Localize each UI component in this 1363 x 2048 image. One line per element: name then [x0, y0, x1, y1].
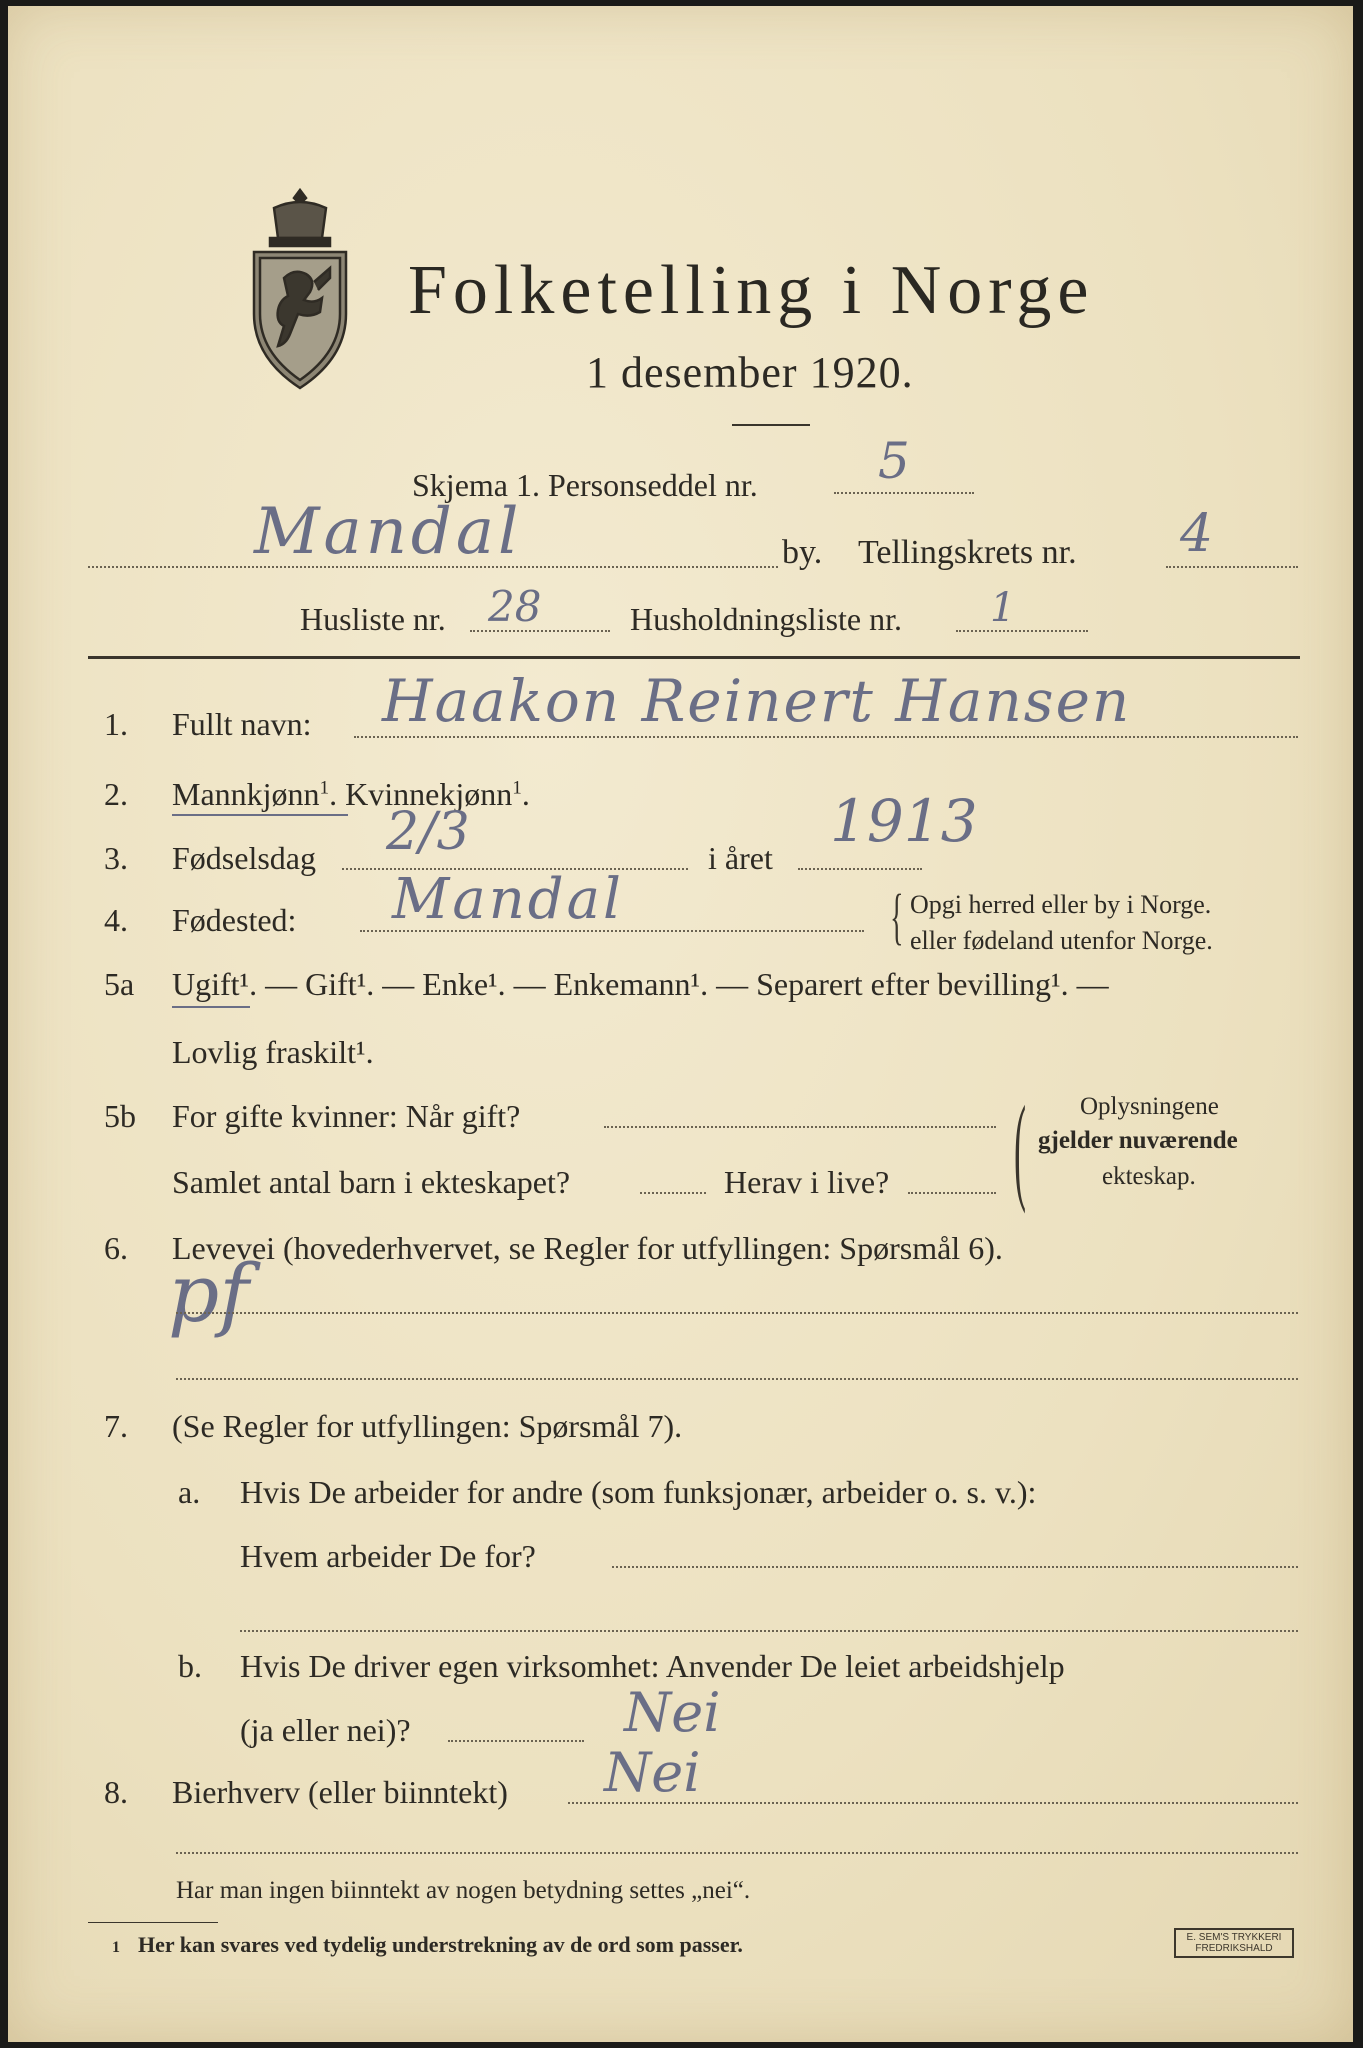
census-date: 1 desember 1920.	[586, 348, 914, 397]
q5a-number: 5a	[104, 966, 135, 1002]
q7-label: (Se Regler for utfyllingen: Spørsmål 7).	[172, 1408, 683, 1444]
q7b-line1: Hvis De driver egen virksomhet: Anvender De leiet arbeidshjelp	[240, 1648, 1065, 1684]
q4-number: 4.	[104, 902, 128, 938]
side-income-value: Nei	[604, 1741, 701, 1804]
q7a-number: a.	[178, 1474, 201, 1510]
header-divider	[88, 656, 1300, 659]
census-form-sheet	[8, 6, 1353, 2042]
female-footnote-mark: 1	[512, 777, 522, 799]
q2-sex-options: Mannkjønn$^1$. Kvinnekjønn$^1$.	[172, 776, 530, 812]
female-option: Kvinnekjønn	[345, 776, 513, 812]
employer-field	[612, 1566, 1298, 1568]
q5b-number: 5b	[104, 1098, 136, 1134]
q3-number: 3.	[104, 840, 128, 876]
q4-note-line2: eller fødeland utenfor Norge.	[910, 926, 1213, 955]
q8-label: Bierhverv (eller biinntekt)	[172, 1774, 508, 1810]
q5b-married-when-label: For gifte kvinner: Når gift?	[172, 1098, 521, 1134]
form-title: Folketelling i Norge	[408, 252, 1095, 329]
birthday-value: 2/3	[386, 802, 470, 862]
birth-year-label: i året	[708, 840, 773, 876]
occupation-value: pf	[168, 1247, 249, 1340]
male-underline	[172, 814, 348, 816]
title-divider	[732, 424, 810, 426]
printer-stamp-line1: E. SEM'S TRYKKERI	[1186, 1932, 1282, 1943]
birth-year-field	[798, 868, 922, 870]
q5b-note-line2: gjelder nuværende	[1038, 1127, 1238, 1154]
printer-stamp	[1174, 1928, 1294, 1958]
footnote	[112, 1934, 743, 1956]
by-label: by.	[782, 534, 823, 571]
male-footnote-mark: 1	[319, 777, 330, 799]
q1-label: Fullt navn:	[172, 706, 312, 742]
place-field	[88, 566, 778, 568]
footnote-mark: 1	[112, 1939, 120, 1956]
q1-number: 1.	[104, 706, 128, 742]
married-when-field	[604, 1126, 996, 1128]
q5b-note-line3: ekteskap.	[1102, 1163, 1196, 1190]
full-name-value: Haakon Reinert Hansen	[382, 667, 1132, 735]
biinntekt-note: Har man ingen biinntekt av nogen betydning settes „nei“.	[176, 1877, 751, 1904]
q4-label: Fødested:	[172, 902, 297, 938]
husholdningsliste-nr-value: 1	[990, 585, 1016, 631]
occupation-field-line1	[176, 1312, 1298, 1314]
norwegian-coat-of-arms-icon	[244, 186, 356, 392]
marital-status-options: Ugift¹. — Gift¹. — Enke¹. — Enkemann¹. — Separert efter bevilling¹. —	[172, 966, 1109, 1002]
printer-stamp-line2: FREDRIKSHALD	[1195, 1943, 1273, 1954]
footnote-divider	[88, 1922, 218, 1923]
tellingskrets-nr-value: 4	[1180, 504, 1214, 564]
male-option: Mannkjønn	[172, 776, 320, 812]
hired-help-value: Nei	[624, 1681, 721, 1744]
q5b-note-brace: (	[1013, 1081, 1026, 1214]
tellingskrets-nr-field	[1166, 566, 1298, 568]
tellingskrets-label: Tellingskrets nr.	[858, 534, 1077, 571]
schema-label: Skjema 1. Personseddel nr.	[412, 467, 758, 503]
q5b-note-line1: Oplysningene	[1080, 1093, 1219, 1120]
q7a-line2: Hvem arbeider De for?	[240, 1538, 536, 1574]
q6-label: Levevei (hovederhvervet, se Regler for utfyllingen: Spørsmål 6).	[172, 1230, 1003, 1266]
side-income-field-line2	[176, 1852, 1298, 1854]
personseddel-nr-field	[834, 492, 974, 494]
q4-note-line1: Opgi herred eller by i Norge.	[910, 890, 1212, 919]
husholdningsliste-label: Husholdningsliste nr.	[630, 601, 903, 637]
q5b-children-label: Samlet antal barn i ekteskapet?	[172, 1164, 571, 1200]
footnote-text: Her kan svares ved tydelig understrekning av de ord som passer.	[138, 1932, 743, 1957]
husliste-nr-value: 28	[488, 582, 542, 631]
full-name-field	[354, 736, 1298, 738]
ugift-underline	[172, 1006, 250, 1008]
personseddel-nr-value: 5	[878, 432, 910, 490]
q7a-line1: Hvis De arbeider for andre (som funksjonær, arbeider o. s. v.):	[240, 1474, 1037, 1510]
place-value: Mandal	[254, 495, 523, 569]
q7b-number: b.	[178, 1648, 202, 1684]
q3-label: Fødselsdag	[172, 840, 316, 876]
children-count-field	[640, 1192, 706, 1194]
birthplace-value: Mandal	[392, 867, 624, 932]
q4-note-brace: {	[890, 883, 904, 951]
husholdningsliste-nr-field	[956, 630, 1088, 632]
q7-number: 7.	[104, 1408, 128, 1444]
q6-number: 6.	[104, 1230, 128, 1266]
husliste-label: Husliste nr.	[300, 601, 446, 637]
q8-number: 8.	[104, 1774, 128, 1810]
q5b-alive-label: Herav i live?	[724, 1164, 890, 1200]
marital-status-options-cont: Lovlig fraskilt¹.	[172, 1034, 374, 1070]
children-alive-field	[908, 1192, 996, 1194]
q7b-line2: (ja eller nei)?	[240, 1712, 411, 1748]
occupation-field-line2	[176, 1378, 1298, 1380]
q2-number: 2.	[104, 776, 128, 812]
hired-help-field	[448, 1740, 584, 1742]
employer-field-line2	[240, 1630, 1298, 1632]
birth-year-value: 1913	[830, 787, 978, 855]
